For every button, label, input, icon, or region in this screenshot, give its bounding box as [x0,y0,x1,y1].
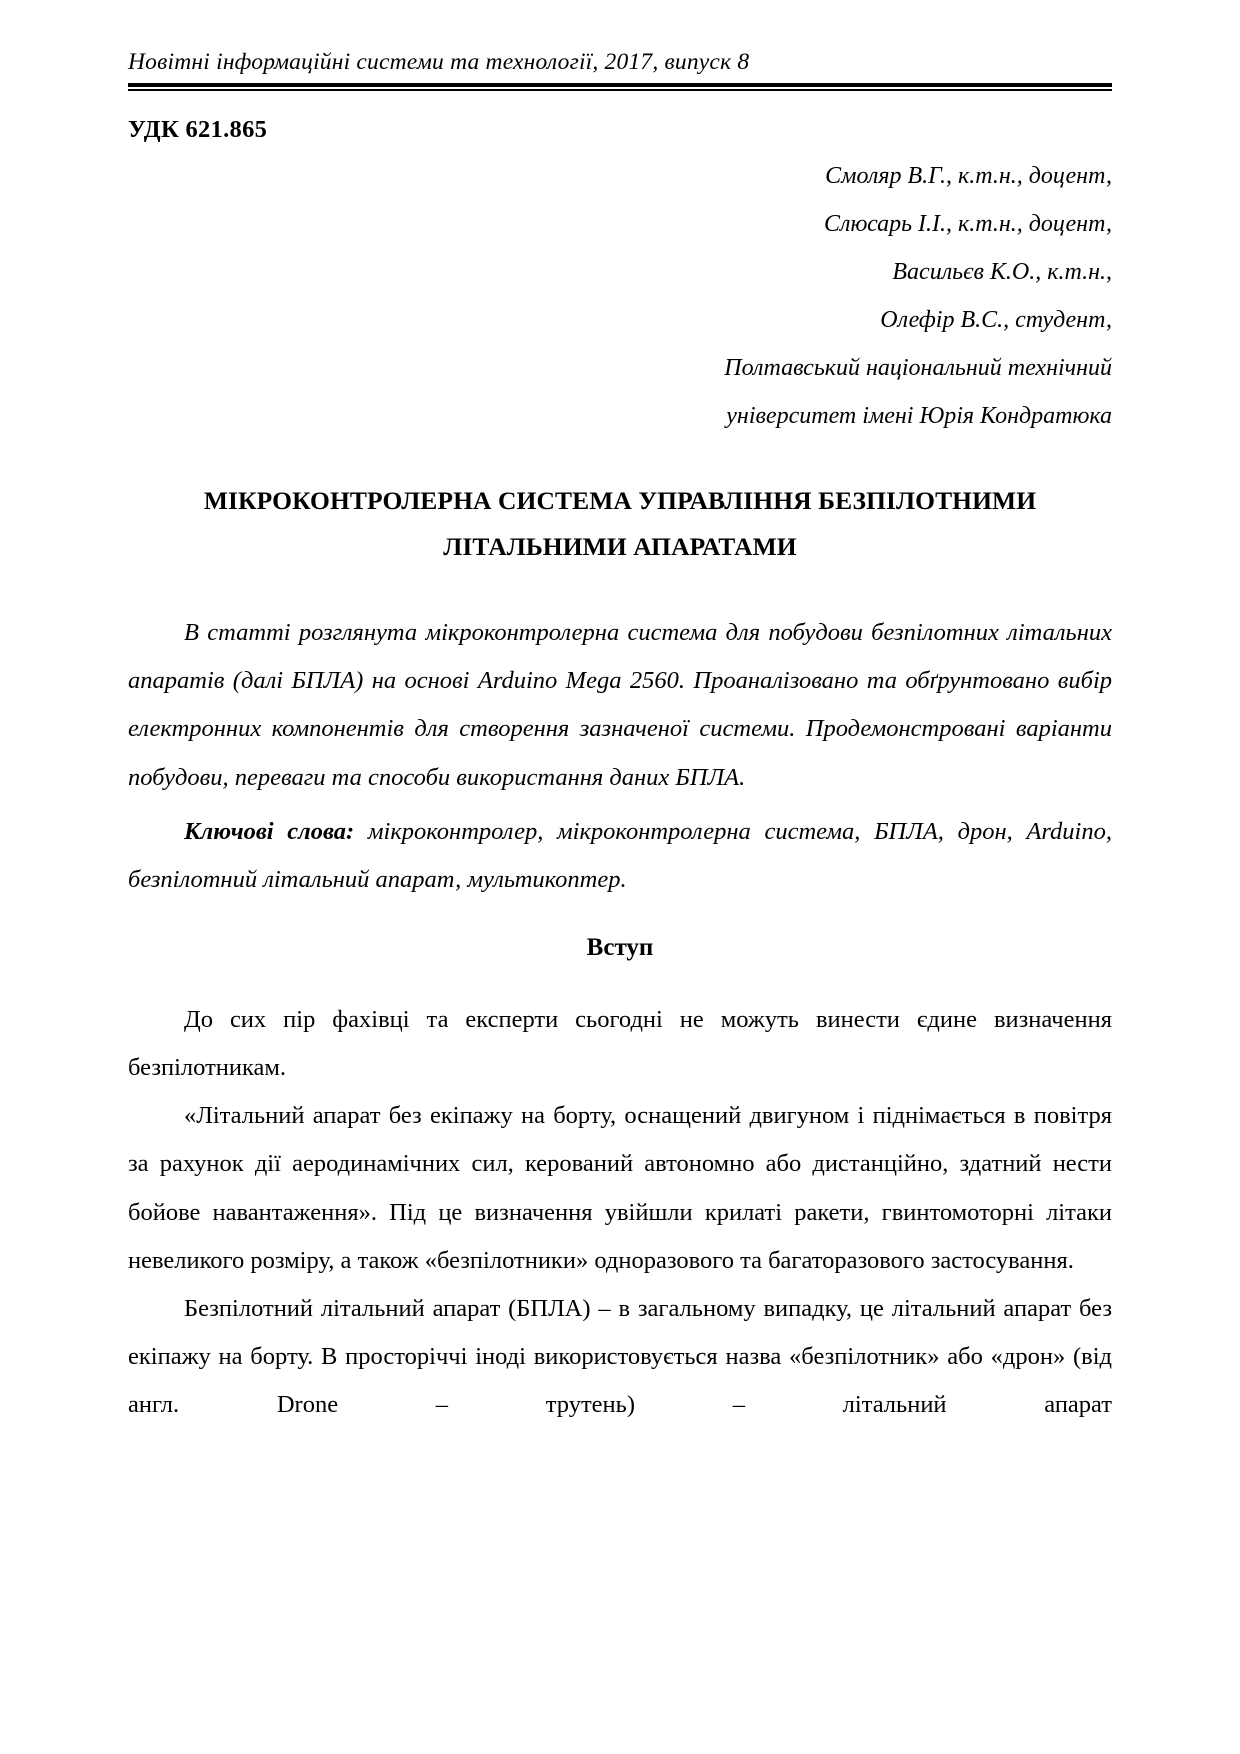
section-heading-intro: Вступ [586,934,654,962]
affiliation-line: Полтавський національний технічний [724,355,1112,382]
author-line: Олефір В.С., студент, [880,307,1112,334]
header-rule [128,83,1112,91]
running-header: Новітні інформаційні системи та технології, 2017, випуск 8 [128,49,750,75]
author-block [128,152,1112,440]
title-line-2: ЛІТАЛЬНИМИ АПАРАТАМИ [443,531,797,561]
affiliation-line: університет імені Юрія Кондратюка [726,403,1112,430]
body-paragraph: До сих пір фахівці та експерти сьогодні не можуть винести єдине визначення безпілотникам. [128,1006,1112,1082]
body-paragraph: «Літальний апарат без екіпажу на борту, оснащений двигуном і піднімається в повітря за рахунок дії аеродинамічних сил, керований автономно або дистанційно, здатний нести бойове навантаження». Під це визначення увійшли крилаті ракети, гвинтомоторні літаки невеликого розміру, а також «безпілотники» одноразового та багаторазового застосування. [128,1102,1112,1274]
udk-code: УДК 621.865 [128,116,268,144]
keywords-paragraph [128,808,1112,905]
title-line-1: МІКРОКОНТРОЛЕРНА СИСТЕМА УПРАВЛІННЯ БЕЗПІЛОТНИМИ [203,486,1037,516]
body-paragraph: Безпілотний літальний апарат (БПЛА) – в загальному випадку, це літальний апарат без екіпажу на борту. В просторіччі іноді використовується назва «безпілотник» або «дрон» (від англ. Drone – трутень) – літальний апарат [128,1294,1112,1418]
abstract-paragraph: В статті розглянута мікроконтролерна система для побудови безпілотних літальних апаратів (далі БПЛА) на основі Arduino Mega 2560. Проаналізовано та обґрунтовано вибір електронних компонентів для створення зазначеної системи. Продемонстровані варіанти побудови, переваги та способи використання даних БПЛА. [128,618,1112,791]
body-text [128,996,1112,1476]
keywords-label: Ключові слова: [184,817,355,845]
author-line: Васильєв К.О., к.т.н., [892,259,1112,286]
author-line: Смоляр В.Г., к.т.н., доцент, [825,163,1112,190]
author-line: Слюсарь І.І., к.т.н., доцент, [824,211,1112,238]
keywords-list: мікроконтролер, мікроконтролерна система, БПЛА, дрон, Arduino, безпілотний літальний апарат, мультикоптер. [128,817,1112,894]
page-title [128,478,1112,569]
